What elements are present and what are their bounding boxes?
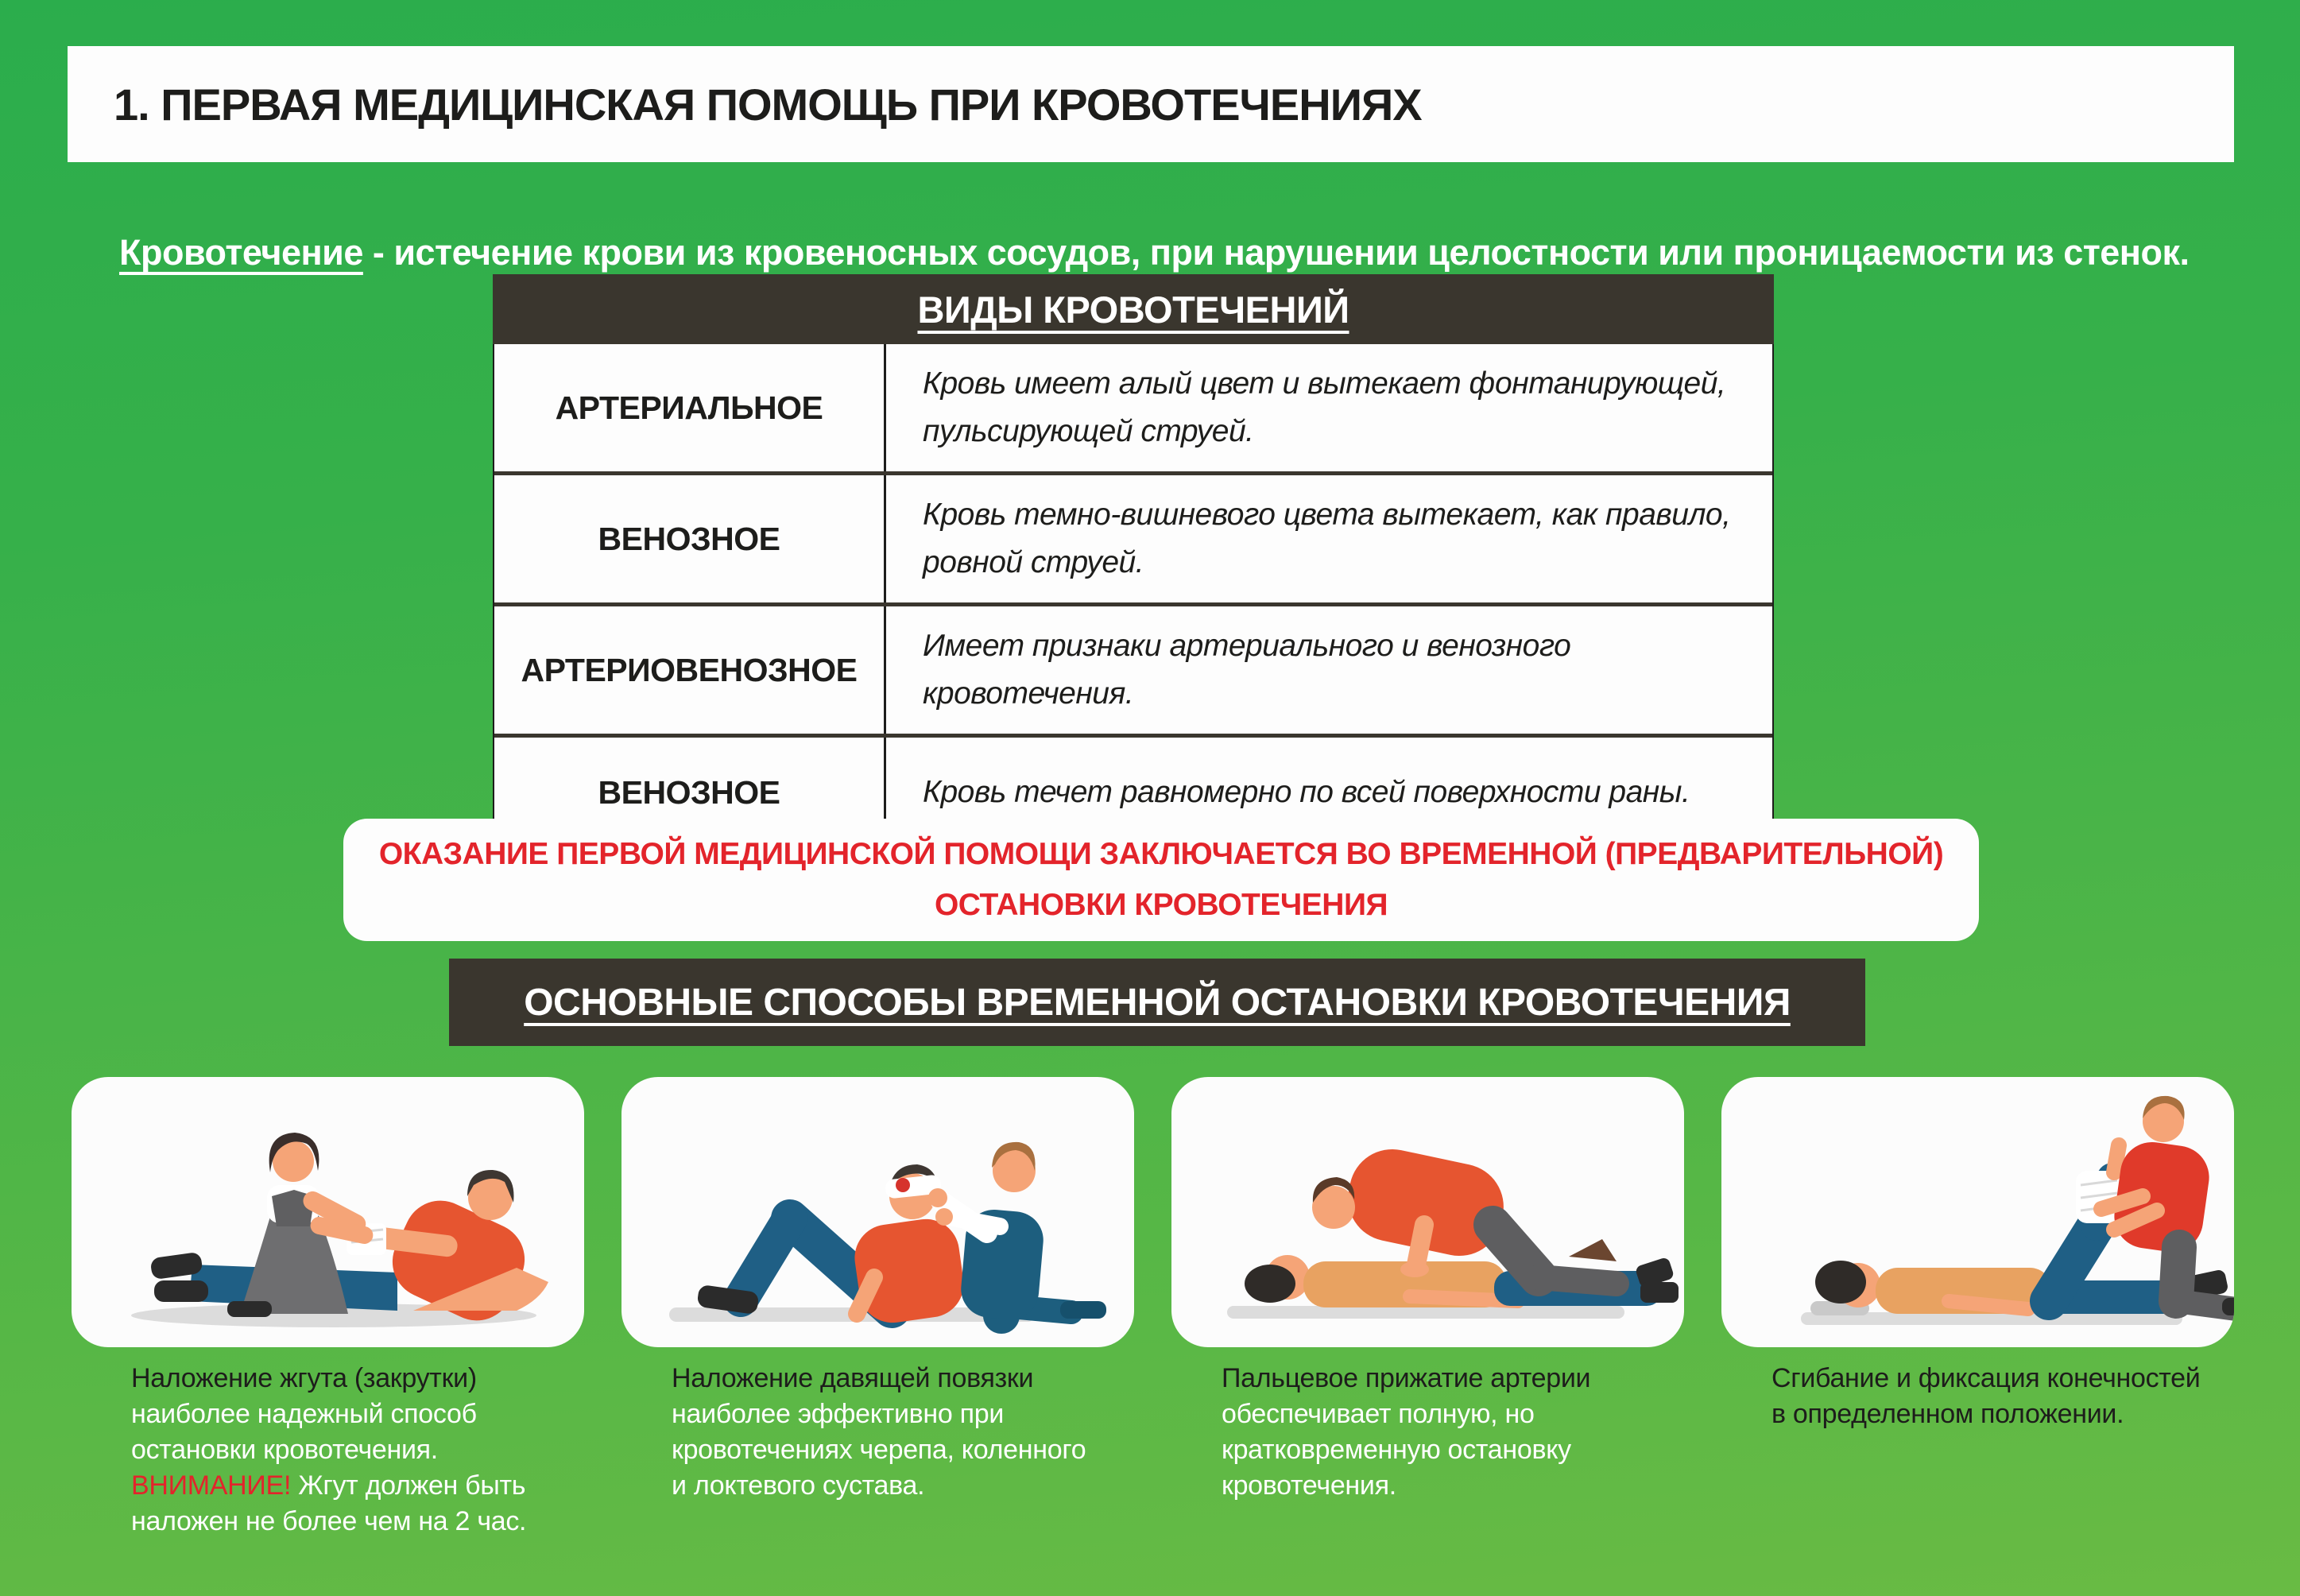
caption-title: Наложение давящей повязки	[672, 1363, 1034, 1393]
method-card-pressure-bandage	[621, 1077, 1134, 1347]
caption-body: наиболее надежный способ остановки кровотечения.	[131, 1399, 477, 1465]
bleeding-type-cell: ВЕНОЗНОЕ	[494, 475, 886, 602]
bleeding-type-cell: ВЕНОЗНОЕ	[494, 738, 886, 847]
method-card-finger-pressure	[1171, 1077, 1684, 1347]
method-caption-limb-fixation	[1771, 1361, 2207, 1432]
methods-header-text: ОСНОВНЫЕ СПОСОБЫ ВРЕМЕННОЙ ОСТАНОВКИ КРОВОТЕЧЕНИЯ	[524, 981, 1791, 1024]
method-caption-tourniquet	[131, 1361, 567, 1540]
table-header	[493, 274, 1774, 344]
caption-body: наиболее эффективно при кровотечениях черепа, коленного и локтевого сустава.	[672, 1399, 1086, 1501]
title-bar	[68, 46, 2234, 162]
bleeding-desc-cell: Кровь темно-вишневого цвета вытекает, как правило, ровной струей.	[923, 498, 1731, 579]
notice-line-1: ОКАЗАНИЕ ПЕРВОЙ МЕДИЦИНСКОЙ ПОМОЩИ ЗАКЛЮЧАЕТСЯ ВО ВРЕМЕННОЙ (ПРЕДВАРИТЕЛЬНОЙ)	[378, 837, 1944, 871]
table-row	[494, 344, 1772, 471]
limb-flexion-fixation-illustration	[1721, 1077, 2234, 1347]
caption-warning: ВНИМАНИЕ!	[131, 1470, 292, 1501]
caption-body: Жгут должен быть наложен не более чем на 2 час.	[131, 1470, 527, 1536]
method-card-limb-fixation	[1721, 1077, 2234, 1347]
tourniquet-illustration	[72, 1077, 584, 1347]
method-caption-pressure-bandage	[672, 1361, 1107, 1504]
table-title: ВИДЫ КРОВОТЕЧЕНИЙ	[917, 288, 1349, 331]
table-row	[494, 602, 1772, 734]
bleeding-desc-cell: Имеет признаки артериального и венозного кровотечения.	[923, 629, 1571, 711]
finger-artery-pressure-illustration	[1171, 1077, 1684, 1347]
page-title: 1. ПЕРВАЯ МЕДИЦИНСКАЯ ПОМОЩЬ ПРИ КРОВОТЕЧЕНИЯХ	[114, 79, 1422, 130]
definition-term: Кровотечение	[119, 232, 363, 273]
pressure-bandage-illustration	[621, 1077, 1134, 1347]
first-aid-notice	[343, 819, 1979, 941]
notice-line-2: ОСТАНОВКИ КРОВОТЕЧЕНИЯ	[934, 888, 1388, 922]
methods-section-header	[449, 959, 1865, 1046]
caption-body: обеспечивает полную, но кратковременную остановку кровотечения.	[1222, 1399, 1571, 1501]
method-card-tourniquet	[72, 1077, 584, 1347]
bleeding-type-cell: АРТЕРИАЛЬНОЕ	[494, 344, 886, 471]
table-row	[494, 471, 1772, 602]
bleeding-desc-cell: Кровь имеет алый цвет и вытекает фонтанирующей, пульсирующей струей.	[923, 366, 1726, 448]
definition-rest: - истечение крови из кровеносных сосудов, при нарушении целостности или проницаемости из стенок.	[372, 232, 2190, 273]
caption-title: Пальцевое прижатие артерии	[1222, 1363, 1591, 1393]
caption-title: Сгибание и фиксация конечностей в определенном положении.	[1771, 1363, 2201, 1429]
bleeding-desc-cell: Кровь течет равномерно по всей поверхности раны.	[923, 775, 1690, 809]
method-caption-finger-pressure	[1222, 1361, 1657, 1504]
bleeding-type-cell: АРТЕРИОВЕНОЗНОЕ	[494, 606, 886, 734]
definition-text	[119, 227, 2249, 279]
bleeding-types-table	[493, 274, 1774, 849]
caption-title: Наложение жгута (закрутки)	[131, 1363, 477, 1393]
